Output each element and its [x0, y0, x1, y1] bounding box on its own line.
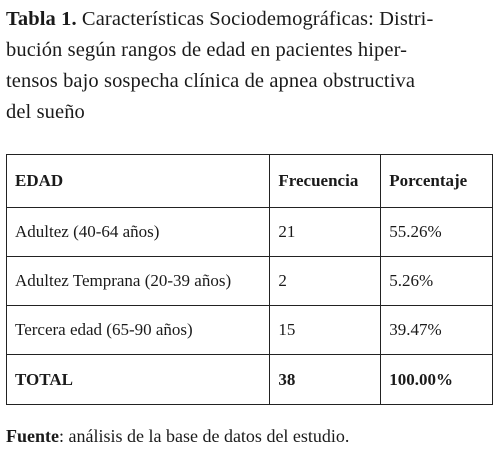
caption-line-4: del sueño: [6, 101, 85, 123]
age-distribution-table: [6, 154, 493, 405]
cell-frecuencia: 21: [270, 208, 381, 257]
caption-line-3: tensos bajo sospecha clínica de apnea obstructiva: [6, 70, 416, 92]
header-porcentaje: Porcentaje: [381, 155, 493, 208]
table-row: [7, 257, 493, 306]
cell-frecuencia: 2: [270, 257, 381, 306]
caption-line-2: bución según rangos de edad en pacientes hiper-: [6, 39, 408, 61]
caption-line-1-text: Características Sociodemográficas: Distri-: [76, 8, 434, 30]
total-frecuencia: 38: [270, 355, 381, 405]
caption-label: Tabla 1.: [6, 8, 77, 30]
table-row: [7, 306, 493, 355]
caption-line-1: [6, 4, 494, 35]
cell-edad: Tercera edad (65-90 años): [7, 306, 270, 355]
cell-porcentaje: 5.26%: [381, 257, 493, 306]
header-frecuencia: Frecuencia: [270, 155, 381, 208]
cell-porcentaje: 39.47%: [381, 306, 493, 355]
source-text: : análisis de la base de datos del estudio.: [59, 426, 350, 446]
cell-porcentaje: 55.26%: [381, 208, 493, 257]
total-label: TOTAL: [7, 355, 270, 405]
header-edad: EDAD: [7, 155, 270, 208]
table-source-note: [6, 424, 349, 448]
cell-edad: Adultez (40-64 años): [7, 208, 270, 257]
total-porcentaje: 100.00%: [381, 355, 493, 405]
table-total-row: [7, 355, 493, 405]
table-row: [7, 208, 493, 257]
table-header-row: [7, 155, 493, 208]
source-label: Fuente: [6, 426, 59, 446]
table-caption: [6, 4, 494, 128]
cell-edad: Adultez Temprana (20-39 años): [7, 257, 270, 306]
cell-frecuencia: 15: [270, 306, 381, 355]
